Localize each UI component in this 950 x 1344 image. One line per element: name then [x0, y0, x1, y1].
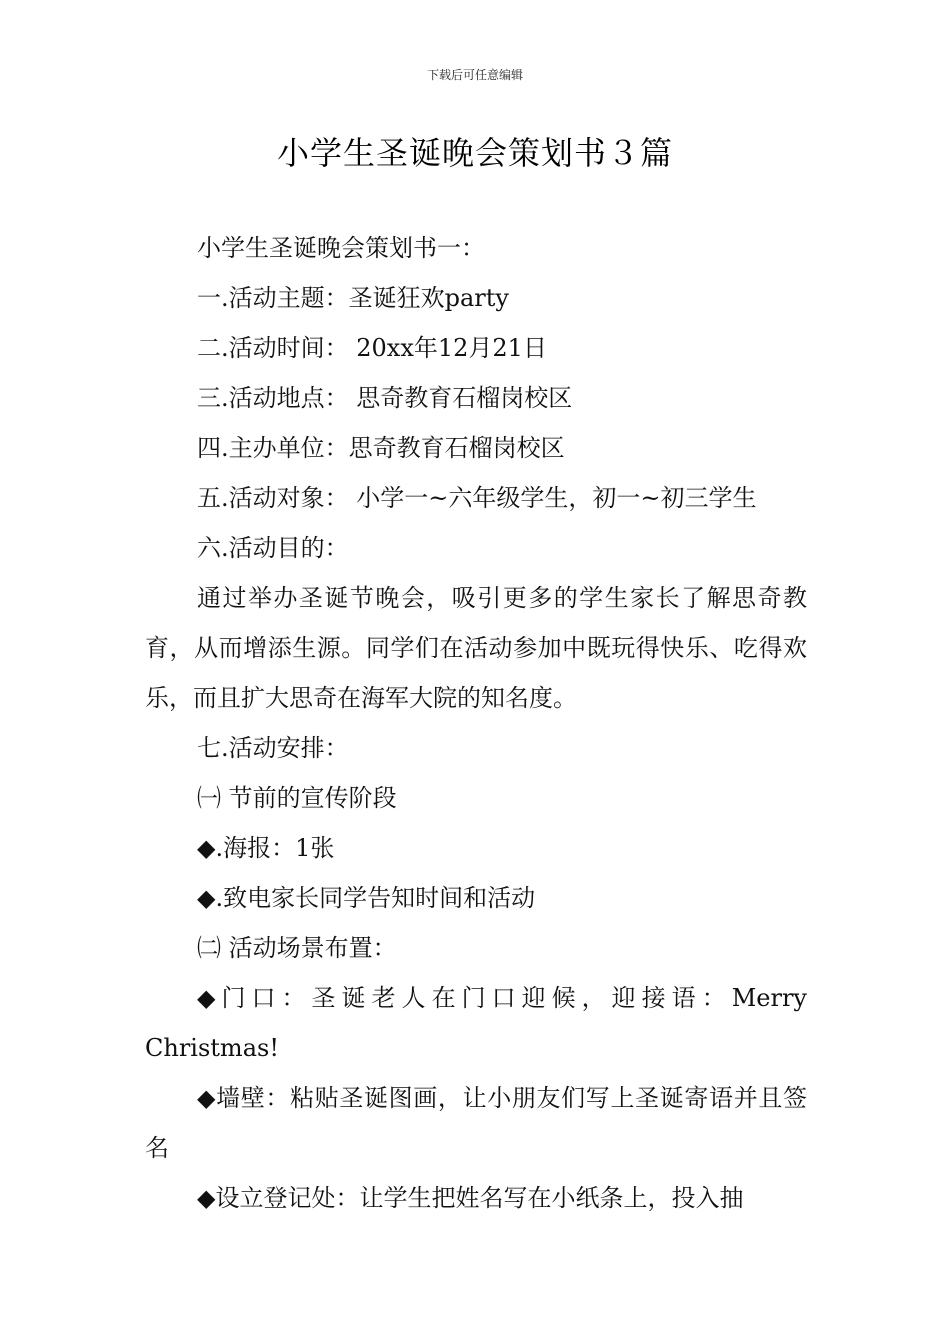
header-note: 下载后可任意编辑 [426, 68, 523, 82]
document-title: 小学生圣诞晚会策划书３篇 [276, 134, 673, 172]
section-heading: 小学生圣诞晚会策划书一： [197, 234, 485, 262]
activity-location: 三.活动地点： 思奇教育石榴岗校区 [197, 384, 573, 412]
list-item: ◆.致电家长同学告知时间和活动 [197, 884, 536, 912]
activity-time: 二.活动时间： 20xx年12月21日 [197, 334, 547, 362]
list-item: ◆墙壁：粘贴圣诞图画，让小朋友们写上圣诞寄语并且签名 [145, 1084, 807, 1162]
promotion-stage: ㈠ 节前的宣传阶段 [197, 784, 397, 812]
organizer: 四.主办单位：思奇教育石榴岗校区 [197, 434, 565, 462]
arrangement-heading: 七.活动安排： [197, 734, 349, 762]
list-item: ◆设立登记处：让学生把姓名写在小纸条上，投入抽 [197, 1184, 744, 1212]
target-audience: 五.活动对象： 小学一~六年级学生，初一~初三学生 [197, 484, 757, 512]
list-item: ◆门口：圣诞老人在门口迎候，迎接语：Merry Christmas! [145, 984, 807, 1062]
purpose-text: 通过举办圣诞节晚会，吸引更多的学生家长了解思奇教育，从而增添生源。同学们在活动参加中既玩得快乐、吃得欢乐，而且扩大思奇在海军大院的知名度。 [145, 584, 807, 712]
purpose-heading: 六.活动目的： [197, 534, 349, 562]
list-item: ◆.海报：1张 [197, 834, 335, 862]
scene-setup: ㈡ 活动场景布置： [197, 934, 397, 962]
activity-theme: 一.活动主题：圣诞狂欢party [197, 284, 509, 312]
document-body [145, 223, 807, 1223]
